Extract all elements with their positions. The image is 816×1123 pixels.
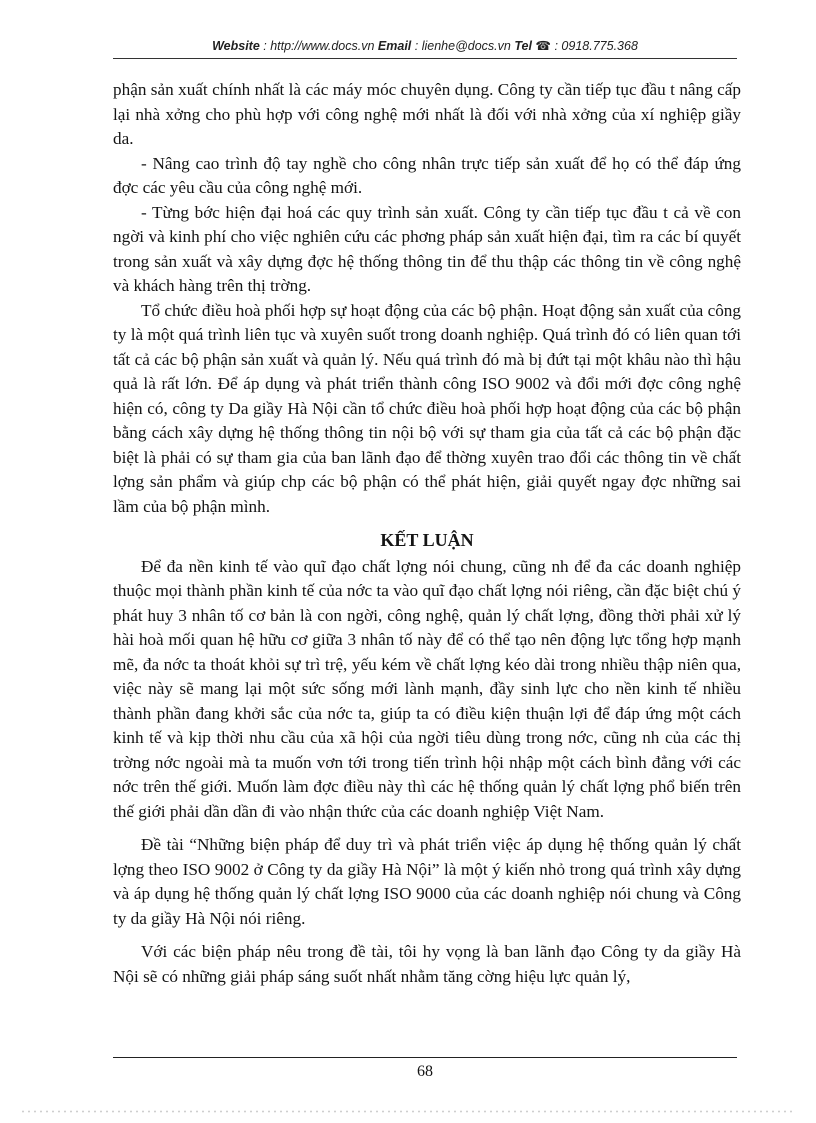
email-value: : lienhe@docs.vn — [414, 39, 511, 53]
paragraph-7: Với các biện pháp nêu trong đề tài, tôi hy vọng là ban lãnh đạo Công ty da giầy Hà Nội sẽ có những giải pháp sáng suốt nhất nhằm tăng cờng hiệu lực quản lý, — [113, 942, 741, 986]
tel-value: : 0918.775.368 — [554, 39, 638, 53]
section-heading: KẾT LUẬN — [380, 530, 474, 550]
footer-divider — [113, 1057, 737, 1058]
phone-icon: ☎ — [535, 39, 551, 53]
paragraph-3: - Từng bớc hiện đại hoá các quy trình sản xuất. Công ty cần tiếp tục đầu t cả về con ngời và kinh phí cho việc nghiên cứu các phơng pháp sản xuất hiện đại, tìm ra các bí quyết trong sản xuất và xây dựng đợc hệ thống thông tin để thu thập các thông tin về công nghệ và khách hàng trên thị trờng. — [113, 202, 741, 295]
paragraph-2: - Nâng cao trình độ tay nghề cho công nhân trực tiếp sản xuất để họ có thể đáp ứng đợc các yêu cầu của công nghệ mới. — [113, 153, 741, 197]
paragraph-1: phận sản xuất chính nhất là các máy móc chuyên dụng. Công ty cần tiếp tục đầu t nâng cấp lại nhà xởng cho phù hợp với công nghệ mới nhất là đối với nhà xởng của xí nghiệp giầy da. — [113, 80, 741, 148]
page-edge-dots — [20, 1110, 796, 1113]
paragraph-5: Để đa nền kinh tế vào quĩ đạo chất lợng nói chung, cũng nh để đa các doanh nghiệp thuộc mọi thành phần kinh tế của nớc ta vào quĩ đạo chất lợng nói riêng, cần đặc biệt chú ý phát huy 3 nhân tố cơ bản là con ngời, công nghệ, quản lý chất lợng, đồng thời phải xử lý hài hoà mối quan hệ hữu cơ giữa 3 nhân tố này để có thể tạo nên động lực tổng hợp mạnh mẽ, đa nớc ta thoát khỏi sự trì trệ, yếu kém về chất lợng kéo dài trong nhiều thập niên qua, việc này sẽ mang lại một sức sống mới lành mạnh, đầy sinh lực cho nền kinh tế nhiều thành phần đang khởi sắc của nớc ta, giúp ta có điều kiện thuận lợi để đáp ứng một cách kinh tế và kịp thời nhu cầu của xã hội của ngời tiêu dùng trong nớc, cũng nh của các thị trờng nớc ngoài mà ta muốn vơn tới trong tiến trình hội nhập một cách bình đẳng với các nớc trên thế giới. Muốn làm đợc điều này thì các hệ thống quản lý chất lợng phổ biến trên thế giới phải dần dần đi vào nhận thức của các doanh nghiệp Việt Nam. — [113, 556, 741, 821]
paragraph-4: Tổ chức điều hoà phối hợp sự hoạt động của các bộ phận. Hoạt động sản xuất của công ty là một quá trình liên tục và xuyên suốt trong doanh nghiệp. Quá trình đó có liên quan tới tất cả các bộ phận sản xuất và quản lý. Nếu quá trình đó mà bị đứt tại một khâu nào thì hậu quả là rất lớn. Để áp dụng và phát triển thành công ISO 9002 và đổi mới đợc công nghệ hiện có, công ty Da giầy Hà Nội cần tổ chức điều hoà phối hợp hoạt động của các bộ phận bằng cách xây dựng hệ thống thông tin nội bộ với sự tham gia của tất cả các bộ phận đặc biệt là phải có sự tham gia của ban lãnh đạo để thờng xuyên trao đổi các thông tin về chất lợng sản phẩm và giúp chp các bộ phận có thể phát hiện, giải quyết ngay đợc những sai lầm của bộ phận mình. — [113, 300, 741, 516]
email-label: Email — [377, 39, 412, 53]
page-number: 68 — [417, 1063, 433, 1080]
website-label: Website — [212, 39, 260, 53]
website-value: : http://www.docs.vn — [263, 39, 375, 53]
document-body — [113, 78, 741, 989]
page-header — [113, 38, 737, 53]
tel-label: Tel — [514, 39, 532, 53]
paragraph-6: Đề tài “Những biện pháp để duy trì và phát triển việc áp dụng hệ thống quản lý chất lợng theo ISO 9002 ở Công ty da giầy Hà Nội” là một ý kiến nhỏ trong quá trình xây dựng và áp dụng hệ thống quản lý chất lợng ISO 9000 của các doanh nghiệp nói chung và Công ty da giầy Hà Nội nói riêng. — [113, 835, 741, 928]
header-divider — [113, 58, 737, 59]
